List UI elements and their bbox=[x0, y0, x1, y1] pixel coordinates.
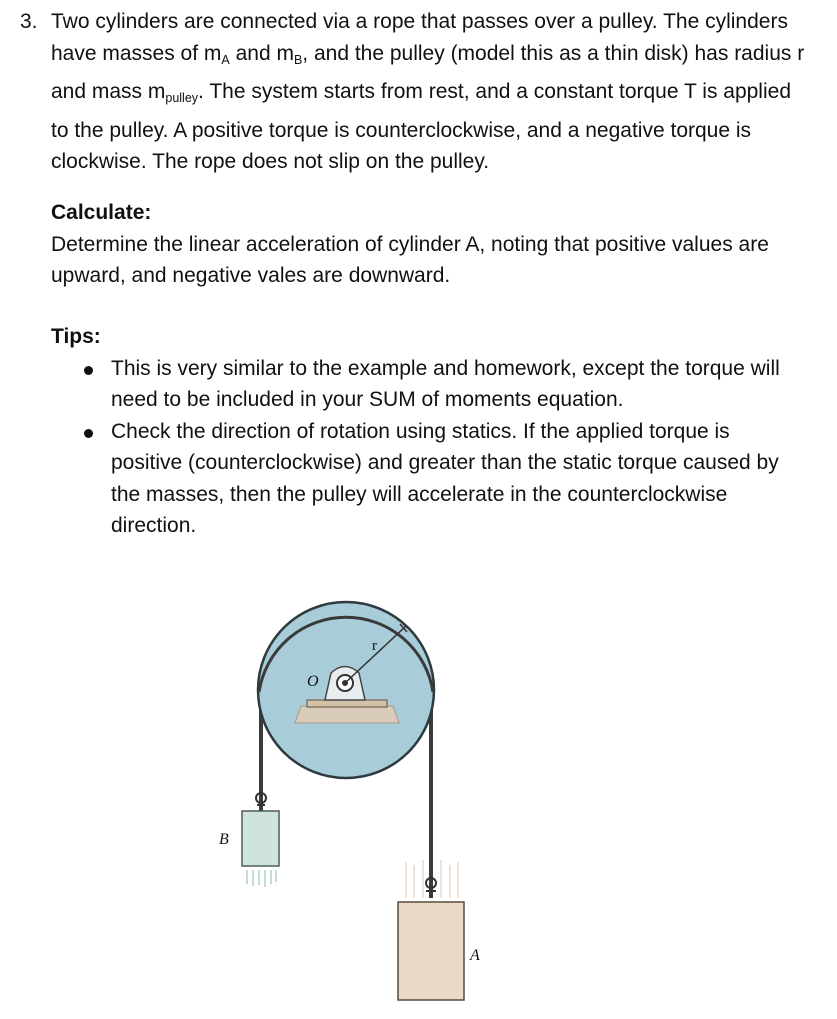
calculate-text: Determine the linear acceleration of cylinder A, noting that positive values are upward, and negative vales are downward. bbox=[51, 232, 769, 287]
subscript-b: B bbox=[293, 52, 303, 67]
bullet-icon bbox=[84, 429, 93, 438]
calculate-section bbox=[51, 197, 821, 292]
tips-section bbox=[51, 321, 791, 542]
support-base bbox=[295, 706, 399, 723]
tip-item bbox=[51, 353, 791, 416]
problem-text-part2: and m bbox=[229, 41, 294, 65]
problem-statement bbox=[20, 6, 810, 178]
cylinder-b bbox=[242, 811, 279, 866]
calculate-heading: Calculate: bbox=[51, 201, 152, 224]
bullet-icon bbox=[84, 366, 93, 375]
problem-number: 3. bbox=[20, 10, 38, 33]
pulley-diagram bbox=[195, 580, 525, 1010]
cylinder-a bbox=[398, 902, 464, 1000]
subscript-a: A bbox=[221, 52, 230, 67]
tip-item bbox=[51, 416, 791, 542]
subscript-pulley: pulley bbox=[165, 91, 199, 105]
tips-list bbox=[51, 353, 791, 542]
tip-text: This is very similar to the example and homework, except the torque will need to be included in your SUM of moments equation. bbox=[111, 356, 780, 411]
problem-text bbox=[51, 6, 810, 178]
problem-text-part4: . The system starts from rest, and a constant torque T is applied to the pulley. A positive torque is counterclockwise, and a negative torque is clockwise. The rope does not slip on the pulley. bbox=[51, 80, 791, 173]
label-a: A bbox=[470, 947, 480, 964]
label-r: r bbox=[372, 638, 377, 654]
support-plate bbox=[307, 700, 387, 707]
problem-text-part1: Two cylinders are connected via a rope that passes over a pulley. The cylinders have masses of m bbox=[51, 10, 788, 65]
problem-text-part3: , and the pulley (model this as a thin disk) has radius r and mass m bbox=[51, 41, 805, 103]
label-b: B bbox=[219, 831, 229, 848]
tips-heading: Tips: bbox=[51, 325, 101, 348]
tip-text: Check the direction of rotation using statics. If the applied torque is positive (counterclockwise) and greater than the static torque caused by the masses, then the pulley will accelerate in the counterclockwise direction. bbox=[111, 419, 779, 537]
motion-lines-b bbox=[247, 870, 276, 887]
label-o: O bbox=[307, 673, 319, 690]
